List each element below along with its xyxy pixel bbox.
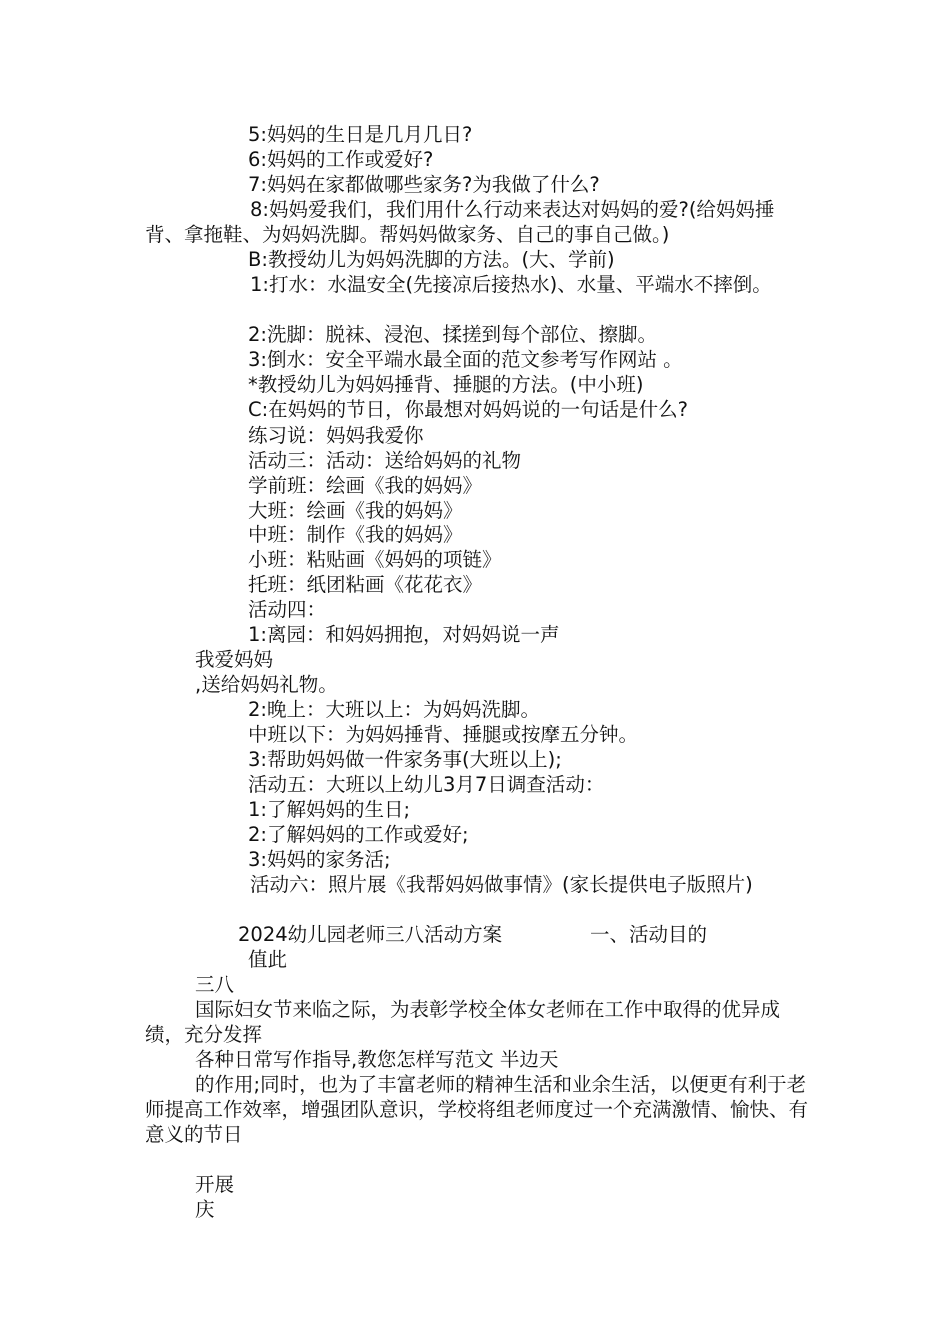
text-paragraph: 活动六：照片展《我帮妈妈做事情》(家长提供电子版照片) bbox=[250, 873, 753, 896]
text-line: 值此 bbox=[248, 948, 288, 971]
text-line: 活动三：活动：送给妈妈的礼物 bbox=[248, 449, 522, 472]
text-line: C:在妈妈的节日，你最想对妈妈说的一句话是什么? bbox=[248, 398, 689, 421]
text-line: 3:倒水：安全平端水最全面的范文参考写作网站 。 bbox=[248, 348, 683, 371]
text-line: 活动五：大班以上幼儿3月7日调查活动： bbox=[248, 773, 605, 796]
text-line: ,送给妈妈礼物。 bbox=[195, 673, 338, 696]
text-line: 中班：制作《我的妈妈》 bbox=[248, 523, 463, 546]
text-line: 2:晚上：大班以上：为妈妈洗脚。 bbox=[248, 698, 540, 721]
text-line: 练习说：妈妈我爱你 bbox=[248, 424, 424, 447]
text-paragraph: 8:妈妈爱我们，我们用什么行动来表达对妈妈的爱?(给妈妈捶背、拿拖鞋、为妈妈洗脚。帮妈妈做家务、自己的事自己做。) bbox=[145, 198, 775, 246]
section-heading: 一、活动目的 bbox=[590, 923, 708, 946]
text-line: 3:帮助妈妈做一件家务事(大班以上); bbox=[248, 748, 562, 771]
text-line: 我爱妈妈 bbox=[195, 648, 274, 671]
section-title: 2024幼儿园老师三八活动方案 bbox=[238, 923, 503, 946]
text-line: 1:离园：和妈妈拥抱，对妈妈说一声 bbox=[248, 623, 560, 646]
text-line: 学前班：绘画《我的妈妈》 bbox=[248, 474, 483, 497]
text-line: 中班以下：为妈妈捶背、捶腿或按摩五分钟。 bbox=[248, 723, 639, 746]
text-line: 5:妈妈的生日是几月几日? bbox=[248, 123, 473, 146]
text-line: 3:妈妈的家务活; bbox=[248, 848, 391, 871]
text-line: 庆 bbox=[195, 1198, 215, 1221]
text-line: 1:了解妈妈的生日; bbox=[248, 798, 411, 821]
text-line: B:教授幼儿为妈妈洗脚的方法。(大、学前) bbox=[248, 248, 615, 271]
text-line: 开展 bbox=[195, 1173, 235, 1196]
text-line: 2:了解妈妈的工作或爱好; bbox=[248, 823, 469, 846]
text-paragraph: 1:打水：水温安全(先接凉后接热水)、水量、平端水不摔倒。 bbox=[250, 273, 772, 296]
text-paragraph: 国际妇女节来临之际，为表彰学校全体女老师在工作中取得的优异成绩，充分发挥 bbox=[145, 998, 781, 1046]
text-line: 三八 bbox=[195, 973, 235, 996]
text-line: 7:妈妈在家都做哪些家务?为我做了什么? bbox=[248, 173, 600, 196]
text-paragraph: 的作用;同时，也为了丰富老师的精神生活和业余生活，以便更有利于老师提高工作效率，增强团队意识，学校将组老师度过一个充满激情、愉快、有意义的节日 bbox=[145, 1073, 809, 1146]
text-line: *教授幼儿为妈妈捶背、捶腿的方法。(中小班) bbox=[248, 373, 644, 396]
text-line: 6:妈妈的工作或爱好? bbox=[248, 148, 434, 171]
text-line: 大班：绘画《我的妈妈》 bbox=[248, 499, 463, 522]
text-line: 各种日常写作指导,教您怎样写范文 半边天 bbox=[195, 1048, 559, 1071]
text-line: 2:洗脚：脱袜、浸泡、揉搓到每个部位、擦脚。 bbox=[248, 323, 657, 346]
text-line: 活动四： bbox=[248, 598, 327, 621]
text-line: 小班：粘贴画《妈妈的项链》 bbox=[248, 548, 502, 571]
text-line: 托班：纸团粘画《花花衣》 bbox=[248, 573, 483, 596]
